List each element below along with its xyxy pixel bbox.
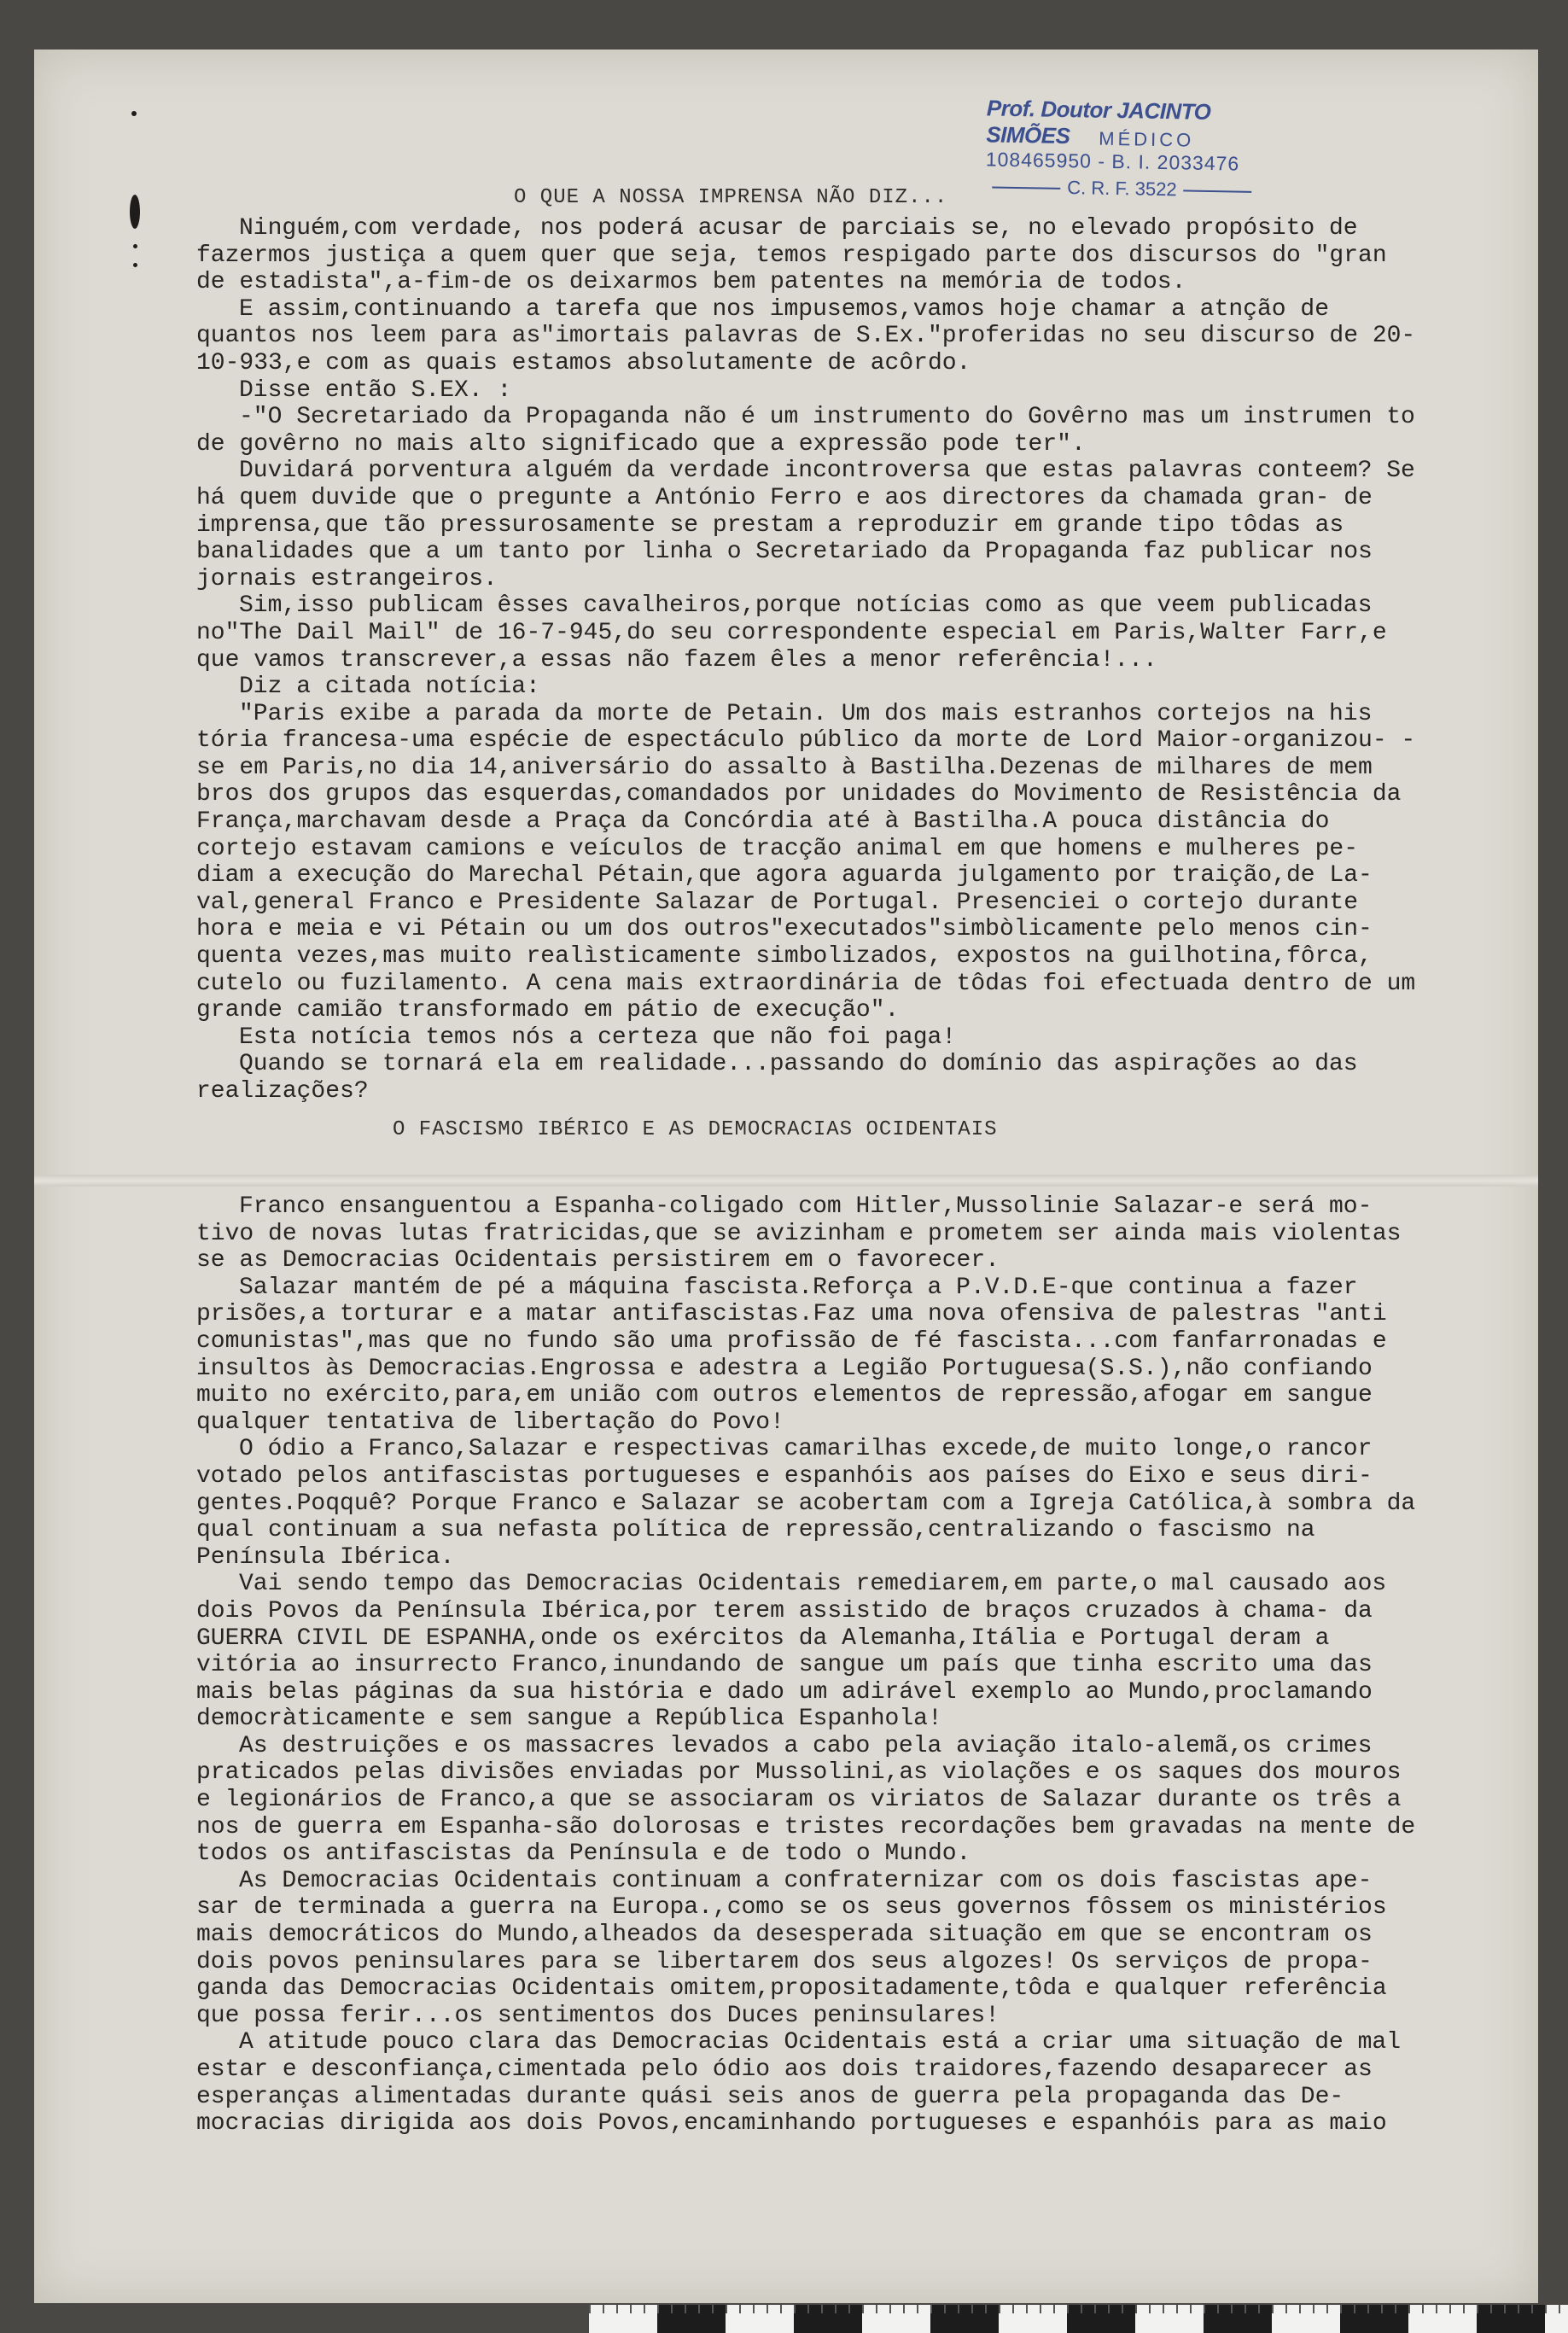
section-body (196, 1193, 1425, 2138)
paragraph: As destruições e os massacres levados a cabo pela aviação italo-alemã,os crimes praticados pelas divisões enviadas por Mussolini,as violações e os saques dos mouros e legionários de Franco,a que se associaram os viriatos de Salazar durante os três a nos de guerra em Espanha-são dolorosas e tristes recordações bem gravadas na mente de todos os antifascistas da Península e de todo o Mundo. (196, 1732, 1416, 1868)
measurement-scale (589, 2305, 1568, 2333)
paragraph: Disse então S.EX. : (239, 376, 512, 404)
paragraph: O ódio a Franco,Salazar e respectivas camarilhas excede,de muito longe,o rancor votado pelos antifascistas portugueses e espanhóis aos países do Eixo e seus diri- gentes.Poqquê? Porque Franco e Salazar se acobertam com a Igreja Católica,à sombra da qual continuam a sua nefasta política de repressão,centralizando o fascismo na Península Ibérica. (196, 1436, 1416, 1571)
paragraph: Franco ensanguentou a Espanha-coligado com Hitler,Mussolinie Salazar-e será mo- tivo de novas lutas fratricidas,que se avizinham e prometem ser ainda mais violentas se as Democracias Ocidentais persistirem em o favorecer. (196, 1193, 1402, 1274)
paragraph: Quando se tornará ela em realidade...passando do domínio das aspirações ao das realizações? (196, 1051, 1358, 1105)
paragraph: E assim,continuando a tarefa que nos impusemos,vamos hoje chamar a atnção de quantos nos leem para as"imortais palavras de S.Ex."proferidas no seu discurso de 20-10-933,e com as quais estamos absolutamente de acôrdo. (196, 295, 1416, 376)
ink-spot (131, 111, 137, 116)
paragraph: Diz a citada notícia: (239, 674, 540, 701)
section-title: O FASCISMO IBÉRICO E AS DEMOCRACIAS OCIDENTAIS (393, 1118, 998, 1141)
paragraph: Salazar mantém de pé a máquina fascista.Reforça a P.V.D.E-que continua a fazer prisões,a torturar e a matar antifascistas.Faz uma nova ofensiva de palestras "anti comunistas",mas que no fundo são uma profissão de fé fascista...com fanfarronadas e insultos às Democracias.Engrossa e adestra a Legião Portuguesa(S.S.),não confiando muito no exército,para,em união com outros elementos de repressão,afogar em sangue qualquer tentativa de libertação do Povo! (196, 1274, 1387, 1436)
stamp-name: Prof. Doutor JACINTO SIMÕES (986, 95, 1211, 149)
paper-fold (34, 1175, 1538, 1187)
paragraph: Vai sendo tempo das Democracias Ocidentais remediarem,em parte,o mal causado aos dois Povos da Península Ibérica,por terem assistido de braços cruzados à chama- da GUERRA CIVIL DE ESPANHA,onde os exércitos da Alemanha,Itália e Portugal deram a vitória ao insurrecto Franco,inundando de sangue um país que tinha escrito uma das mais belas páginas da sua história e dado um adirável exemplo ao Mundo,proclamando democràticamente e sem sangue a República Espanhola! (196, 1571, 1387, 1733)
stamp-title: MÉDICO (1099, 127, 1195, 151)
stamp-registration: C. R. F. 3522 (985, 175, 1259, 202)
quoted-news: "Paris exibe a parada da morte de Petain. Um dos mais estranhos cortejos na his tória francesa-uma espécie de espectáculo público da morte de Lord Maior-organizou- -se em Paris,no dia 14,aniversário do assalto à Bastilha.Dezenas de milhares de mem bros dos grupos das esquerdas,comandados por unidades do Movimento de Resistência da França,marchavam desde a Praça da Concórdia até à Bastilha.A pouca distância do cortejo estavam camions e veículos de tracção animal em que homens e mulheres pe- diam a execução do Marechal Pétain,que agora aguarda julgamento por traição,de La- val,general Franco e Presidente Salazar de Portugal. Presenciei o cortejo durante hora e meia e vi Pétain ou um dos outros"executados"simbòlicamente pelo menos cin- quenta vezes,mas muito realìsticamente simbolizados, expostos na guilhotina,fôrca, cutelo ou fuzilamento. A cena mais extraordinária de tôdas foi efectuada dentro de um grande camião transformado em pátio de execução". (196, 700, 1416, 1024)
ink-spot (133, 263, 137, 267)
paragraph: As Democracias Ocidentais continuam a confraternizar com os dois fascistas ape- sar de terminada a guerra na Europa.,como se os seus governos fôssem os ministérios mais democráticos do Mundo,alheados da desesperada situação em que se encontram os dois povos peninsulares para se libertarem dos seus algozes! Os serviços de propa- ganda das Democracias Ocidentais omitem,propositadamente,tôda e qualquer referência que possa ferir...os sentimentos dos Duces peninsulares! (196, 1867, 1387, 2029)
ink-spot (133, 244, 137, 248)
document-page (34, 50, 1538, 2303)
section-body (196, 215, 1425, 1105)
doctor-stamp (934, 90, 1294, 216)
section-title: O QUE A NOSSA IMPRENSA NÃO DIZ... (514, 186, 948, 209)
ink-spot (130, 195, 140, 229)
paragraph: A atitude pouco clara das Democracias Ocidentais está a criar uma situação de mal estar e desconfiança,cimentada pelo ódio aos dois traidores,fazendo desaparecer as esperanças alimentadas durante quási seis anos de guerra pela propaganda das De- mocracias dirigida aos dois Povos,encaminhando portugueses e espanhóis para as maio (196, 2029, 1402, 2138)
paragraph: Esta notícia temos nós a certeza que não foi paga! (239, 1024, 957, 1051)
paragraph: Sim,isso publicam êsses cavalheiros,porque notícias como as que veem publicadas no"The Dail Mail" de 16-7-945,do seu correspondente especial em Paris,Walter Farr,e que vamos transcrever,a essas não fazem êles a menor referência!... (196, 592, 1387, 674)
paragraph: Duvidará porventura alguém da verdade incontroversa que estas palavras conteem? Se há quem duvide que o pregunte a António Ferro e aos directores da chamada gran- de imprensa,que tão pressurosamente se prestam a reproduzir em grande tipo tôdas as banalidades que a um tanto por linha o Secretariado da Propaganda faz publicar nos jornais estrangeiros. (196, 458, 1415, 592)
paragraph: -"O Secretariado da Propaganda não é um instrumento do Govêrno mas um instrumen to de govêrno no mais alto significado que a expressão pode ter". (196, 404, 1415, 458)
paragraph: Ninguém,com verdade, nos poderá acusar de parciais se, no elevado propósito de fazermos justiça a quem quer que seja, temos respigado parte dos discursos do "gran de estadista",a-fim-de os deixarmos bem patentes na memória de todos. (196, 215, 1387, 296)
stamp-id-numbers: 108465950 - B. I. 2033476 (985, 148, 1240, 175)
